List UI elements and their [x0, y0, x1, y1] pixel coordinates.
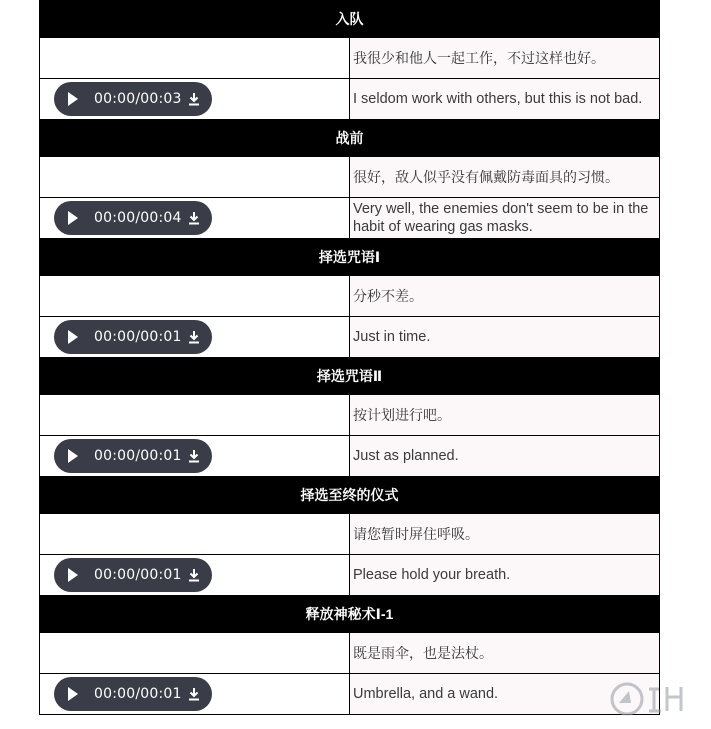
- empty-cell: [40, 633, 350, 674]
- audio-cell: [40, 317, 350, 358]
- audio-cell: [40, 436, 350, 477]
- section-title: 入队: [40, 1, 660, 38]
- audio-line-row: [40, 79, 660, 120]
- section-title: 择选至终的仪式: [40, 477, 660, 514]
- section-header-row: [40, 120, 660, 157]
- download-icon[interactable]: [188, 92, 200, 106]
- play-icon[interactable]: [68, 92, 78, 106]
- chinese-line: 很好，敌人似乎没有佩戴防毒面具的习惯。: [350, 157, 660, 198]
- download-icon[interactable]: [188, 330, 200, 344]
- download-icon[interactable]: [188, 568, 200, 582]
- audio-time: 00:00/00:04: [94, 210, 182, 226]
- chinese-line-row: [40, 633, 660, 674]
- audio-cell: [40, 79, 350, 120]
- empty-cell: [40, 276, 350, 317]
- english-line: I seldom work with others, but this is not bad.: [350, 79, 660, 120]
- chinese-line: 既是雨伞，也是法杖。: [350, 633, 660, 674]
- empty-cell: [40, 157, 350, 198]
- chinese-line: 分秒不差。: [350, 276, 660, 317]
- audio-time: 00:00/00:01: [94, 686, 182, 702]
- audio-cell: [40, 555, 350, 596]
- audio-line-row: [40, 317, 660, 358]
- chinese-line: 我很少和他人一起工作，不过这样也好。: [350, 38, 660, 79]
- play-icon[interactable]: [68, 568, 78, 582]
- section-header-row: [40, 358, 660, 395]
- download-icon[interactable]: [188, 687, 200, 701]
- section-header-row: [40, 239, 660, 276]
- download-icon[interactable]: [188, 449, 200, 463]
- audio-player[interactable]: [54, 558, 212, 592]
- watermark-logo: [607, 673, 703, 723]
- download-icon[interactable]: [188, 211, 200, 225]
- audio-time: 00:00/00:01: [94, 448, 182, 464]
- english-line: Just in time.: [350, 317, 660, 358]
- chinese-line-row: [40, 395, 660, 436]
- chinese-line-row: [40, 157, 660, 198]
- voice-line-table: [39, 0, 660, 715]
- english-line: Just as planned.: [350, 436, 660, 477]
- empty-cell: [40, 514, 350, 555]
- english-line: Please hold your breath.: [350, 555, 660, 596]
- empty-cell: [40, 395, 350, 436]
- audio-player[interactable]: [54, 320, 212, 354]
- audio-player[interactable]: [54, 201, 212, 235]
- empty-cell: [40, 38, 350, 79]
- chinese-line-row: [40, 276, 660, 317]
- audio-line-row: [40, 674, 660, 715]
- play-icon[interactable]: [68, 330, 78, 344]
- play-icon[interactable]: [68, 211, 78, 225]
- section-header-row: [40, 477, 660, 514]
- audio-line-row: [40, 198, 660, 239]
- audio-player[interactable]: [54, 82, 212, 116]
- audio-time: 00:00/00:01: [94, 567, 182, 583]
- section-title: 择选咒语Ⅱ: [40, 358, 660, 395]
- section-title: 择选咒语Ⅰ: [40, 239, 660, 276]
- chinese-line: 按计划进行吧。: [350, 395, 660, 436]
- audio-line-row: [40, 555, 660, 596]
- chinese-line: 请您暂时屏住呼吸。: [350, 514, 660, 555]
- audio-player[interactable]: [54, 677, 212, 711]
- audio-time: 00:00/00:01: [94, 329, 182, 345]
- section-title: 战前: [40, 120, 660, 157]
- chinese-line-row: [40, 514, 660, 555]
- chinese-line-row: [40, 38, 660, 79]
- section-header-row: [40, 1, 660, 38]
- play-icon[interactable]: [68, 687, 78, 701]
- audio-cell: [40, 674, 350, 715]
- play-icon[interactable]: [68, 449, 78, 463]
- english-line: Umbrella, and a wand.: [350, 674, 660, 715]
- section-title: 释放神秘术Ⅰ-1: [40, 596, 660, 633]
- audio-time: 00:00/00:03: [94, 91, 182, 107]
- english-line: Very well, the enemies don't seem to be in the habit of wearing gas masks.: [350, 198, 660, 239]
- audio-line-row: [40, 436, 660, 477]
- section-header-row: [40, 596, 660, 633]
- audio-cell: [40, 198, 350, 239]
- audio-player[interactable]: [54, 439, 212, 473]
